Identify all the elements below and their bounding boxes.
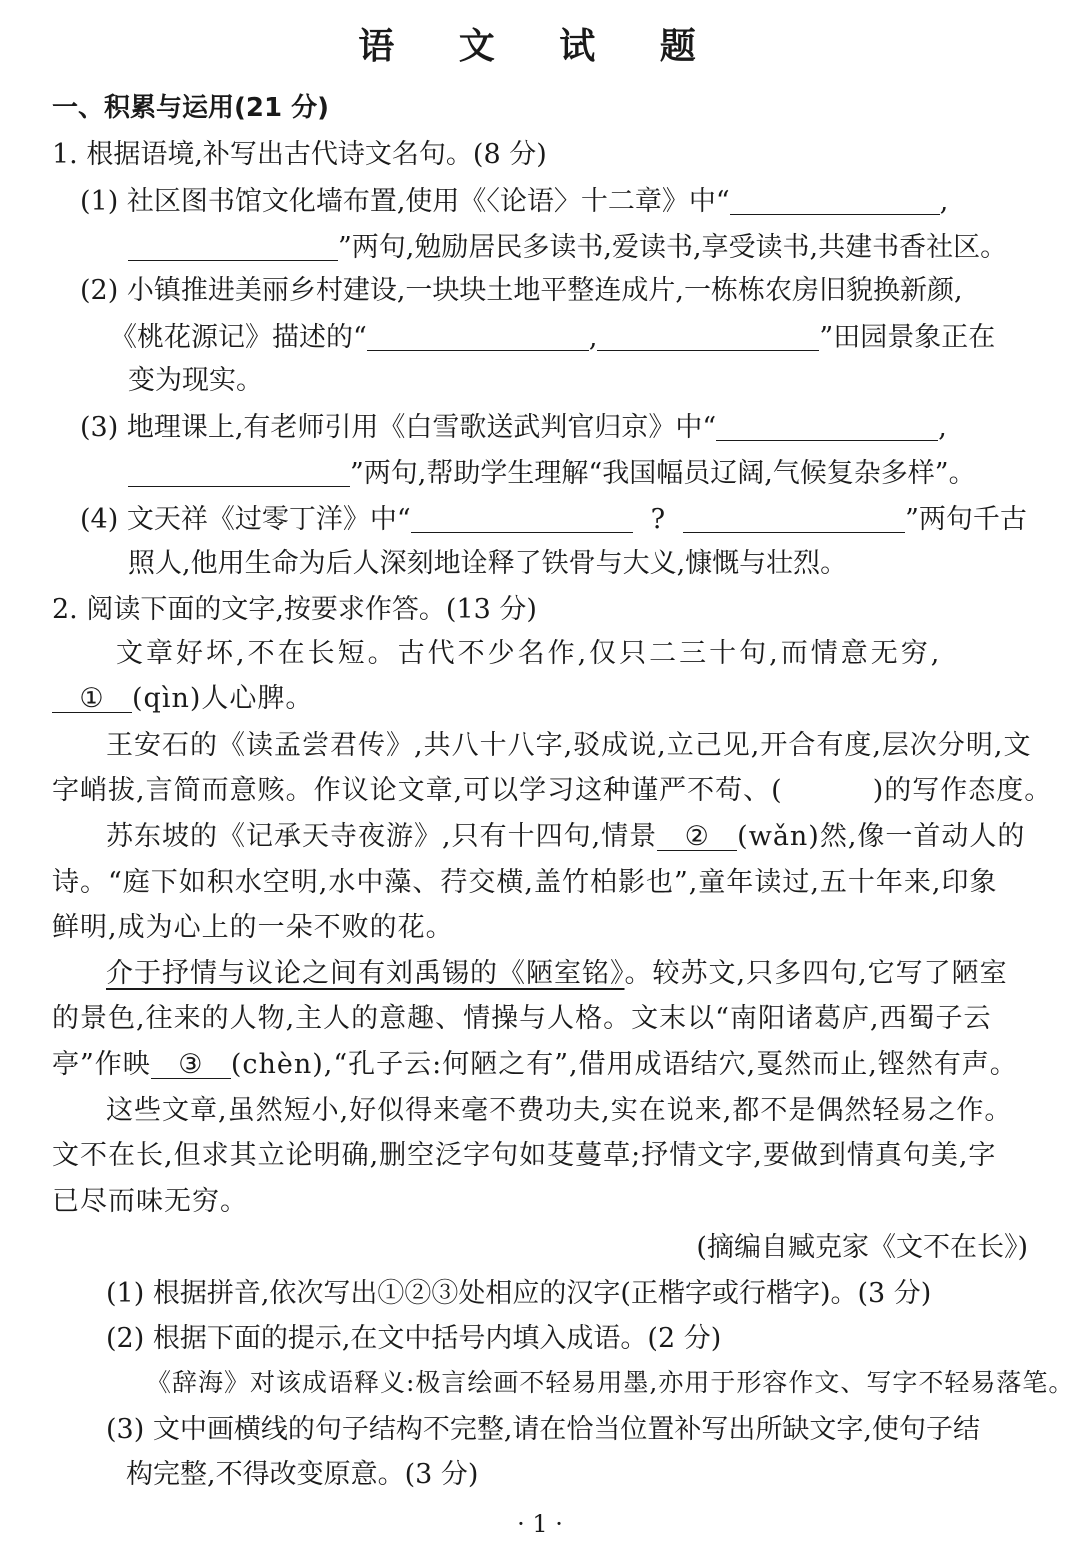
blank-mark-2[interactable]: ② xyxy=(657,823,737,851)
q1-item-2-line-3: 变为现实。 xyxy=(128,365,263,396)
q1-item-4-line-2: 照人,他用生命为后人深刻地诠释了铁骨与大义,慷慨与壮烈。 xyxy=(128,548,848,579)
passage-para-4-tail: (chèn),“孔子云:何陋之有”,借用成语结穴,戛然而止,铿然有声。 xyxy=(230,1049,1018,1080)
q1-item-2-line-1: (2) 小镇推进美丽乡村建设,一块块土地平整连成片,一栋栋农房旧貌换新颜, xyxy=(80,275,963,306)
passage-para-4-line-2: 的景色,往来的人物,主人的意趣、情操与人格。文末以“南阳诸葛庐,西蜀子云 xyxy=(52,1003,992,1034)
passage-para-3-line-2: 诗。“庭下如积水空明,水中藻、荇交横,盖竹柏影也”,童年读过,五十年来,印象 xyxy=(52,867,998,898)
q2-sub-3-line-1: (3) 文中画横线的句子结构不完整,请在恰当位置补写出所缺文字,使句子结 xyxy=(106,1414,980,1445)
passage-para-4-line-3 xyxy=(52,1051,1018,1079)
q1-item-1-comma: , xyxy=(939,186,949,217)
q2-sub-1: (1) 根据拼音,依次写出①②③处相应的汉字(正楷字或行楷字)。(3 分) xyxy=(106,1278,932,1309)
passage-para-2-line-1: 王安石的《读孟尝君传》,共八十八字,驳成说,立己见,开合有度,层次分明,文 xyxy=(106,730,1032,761)
q1-item-1-text: (1) 社区图书馆文化墙布置,使用《〈论语〉十二章》中“ xyxy=(80,186,730,217)
q2-sub-2: (2) 根据下面的提示,在文中括号内填入成语。(2 分) xyxy=(106,1323,722,1354)
answer-blank[interactable] xyxy=(683,504,905,533)
q1-item-4-tail: ”两句千古 xyxy=(905,504,1027,535)
passage-para-1-line-2 xyxy=(52,685,313,713)
passage-para-3-tail: (wǎn)然,像一首动人的 xyxy=(737,821,1026,852)
passage-para-2-line-2 xyxy=(52,777,1052,804)
q1-item-2-line-2 xyxy=(110,322,995,351)
passage-para-5-line-1: 这些文章,虽然短小,好似得来毫不费功夫,实在说来,都不是偶然轻易之作。 xyxy=(106,1095,1013,1126)
answer-blank[interactable] xyxy=(716,412,938,441)
q1-item-4-text: (4) 文天祥《过零丁洋》中“ xyxy=(80,504,411,535)
question-2-stem: 2. 阅读下面的文字,按要求作答。(13 分) xyxy=(52,594,537,625)
passage-source: (摘编自臧克家《文不在长》) xyxy=(696,1232,1028,1263)
q2-sub-3-line-2: 构完整,不得改变原意。(3 分) xyxy=(126,1459,479,1490)
passage-para-5-line-3: 已尽而味无穷。 xyxy=(52,1186,248,1217)
answer-blank[interactable] xyxy=(597,322,819,351)
q1-item-2-tail: ”田园景象正在 xyxy=(819,322,996,353)
q1-item-4-question-mark: ? xyxy=(650,504,666,535)
q1-item-1-tail: ”两句,勉励居民多读书,爱读书,享受读书,共建书香社区。 xyxy=(338,232,1008,263)
passage-para-3-line-3: 鲜明,成为心上的一朵不败的花。 xyxy=(52,912,454,943)
q1-item-3-comma: , xyxy=(938,412,947,443)
answer-blank[interactable] xyxy=(411,504,633,533)
q1-item-4-line-1 xyxy=(80,504,1027,533)
q1-item-3-text: (3) 地理课上,有老师引用《白雪歌送武判官归京》中“ xyxy=(80,412,717,443)
passage-para-4-prefix: 亭”作映 xyxy=(52,1049,151,1080)
q1-item-2-comma: , xyxy=(588,322,598,353)
passage-para-5-line-2: 文不在长,但求其立论明确,删空泛字句如芟蔓草;抒情文字,要做到情真句美,字 xyxy=(52,1140,997,1171)
q1-item-2-text: 《桃花源记》描述的“ xyxy=(110,322,367,353)
q1-item-3-line-1 xyxy=(80,412,947,441)
passage-para-4-line-1 xyxy=(106,960,1008,987)
blank-mark-3[interactable]: ③ xyxy=(151,1051,231,1079)
passage-para-4-text: 。较苏文,只多四句,它写了陋室 xyxy=(624,958,1008,989)
q1-item-1-line-2 xyxy=(128,232,1007,261)
answer-blank[interactable] xyxy=(367,322,589,351)
q1-item-3-line-2 xyxy=(128,458,976,487)
q1-item-1-line-1 xyxy=(80,186,948,215)
question-1-stem: 1. 根据语境,补写出古代诗文名句。(8 分) xyxy=(52,139,547,170)
answer-blank[interactable] xyxy=(128,232,338,261)
passage-para-3-line-1 xyxy=(106,823,1025,851)
page-title: 语 文 试 题 xyxy=(358,25,722,67)
answer-blank[interactable] xyxy=(128,458,350,487)
answer-blank[interactable] xyxy=(730,186,940,215)
passage-para-2-tail: )的写作态度。 xyxy=(872,775,1053,806)
passage-para-1-tail: (qìn)人心脾。 xyxy=(132,683,314,714)
section-heading: 一、积累与运用(21 分) xyxy=(52,93,329,123)
q2-sub-2-hint: 《辞海》对该成语释义:极言绘画不轻易用墨,亦用于形容作文、写字不轻易落笔。 xyxy=(146,1368,1075,1397)
passage-para-2-text: 字峭拔,言简而意赅。作议论文章,可以学习这种谨严不苟、( xyxy=(52,775,783,806)
passage-para-1-line-1: 文章好坏,不在长短。古代不少名作,仅只二三十句,而情意无穷, xyxy=(116,638,943,669)
blank-mark-1[interactable]: ① xyxy=(52,685,132,713)
page-number: · 1 · xyxy=(517,1510,563,1538)
passage-para-3-text: 苏东坡的《记承天寺夜游》,只有十四句,情景 xyxy=(106,821,658,852)
underlined-sentence: 介于抒情与议论之间有刘禹锡的《陋室铭》 xyxy=(106,958,625,989)
q1-item-3-tail: ”两句,帮助学生理解“我国幅员辽阔,气候复杂多样”。 xyxy=(350,458,976,489)
